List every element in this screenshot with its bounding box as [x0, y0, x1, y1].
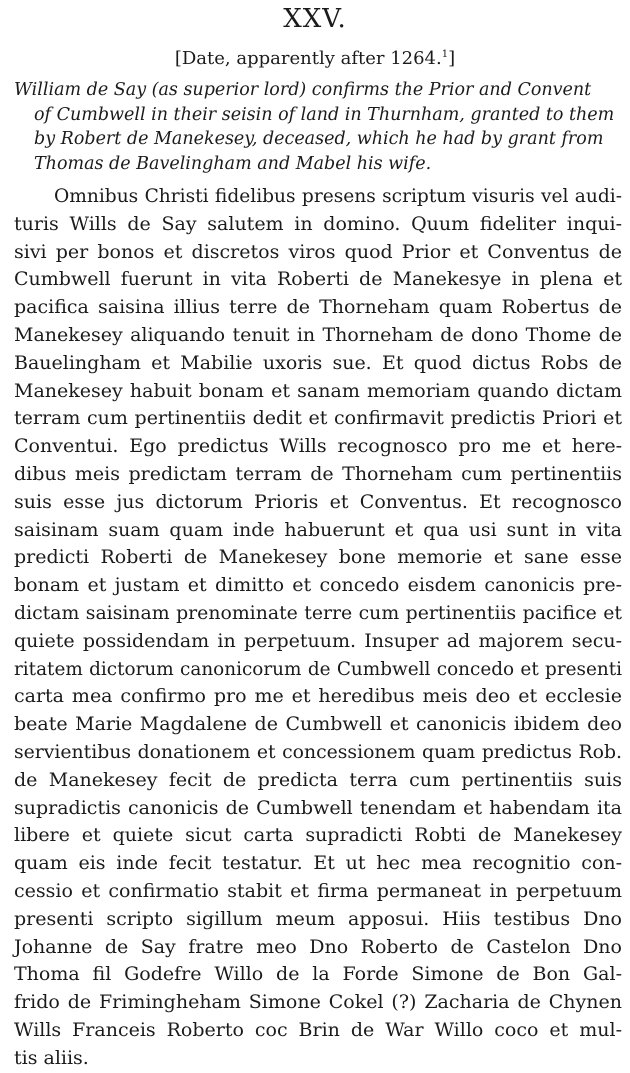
text-line: carta mea confirmo pro me et heredibus meis deo et ecclesie	[14, 685, 622, 708]
date-text: [Date, apparently after 1264.	[174, 48, 442, 69]
summary-line: William de Say (as superior lord) confirms the Prior and Convent	[14, 80, 592, 100]
text-line: de Manekesey fecit de predicta terra cum pertinentiis suis	[14, 768, 622, 791]
text-line: supradictis canonicis de Cumbwell tenendam et habendam ita	[14, 796, 622, 819]
text-line: pacifica saisina illius terre de Thorneham quam Robertus de	[14, 296, 622, 319]
text-line: beate Marie Magdalene de Cumbwell et canonicis ibidem deo	[14, 713, 622, 736]
text-line: Manekesey aliquando tenuit in Thorneham de dono Thome de	[14, 323, 622, 346]
summary-line: by Robert de Manekesey, deceased, which he had by grant from	[34, 129, 604, 149]
text-line: sivi per bonos et discretos viros quod Prior et Conventus de	[14, 240, 622, 263]
charter-summary	[14, 78, 618, 176]
text-line: Conventui. Ego predictus Wills recognosco pro me et here-	[14, 435, 622, 458]
text-line: suis esse jus dictorum Prioris et Conventus. Et recognosco	[14, 490, 622, 513]
text-line: Manekesey habuit bonam et sanam memoriam quando dictam	[14, 379, 622, 402]
charter-number: XXV.	[283, 4, 347, 34]
charter-text	[14, 183, 622, 1073]
text-line: Omnibus Christi fidelibus presens scriptum visuris vel audi-	[54, 186, 622, 207]
text-line: Johanne de Say fratre meo Dno Roberto de Castelon Dno	[14, 935, 622, 958]
text-line: dibus meis predictam terram de Thorneham cum pertinentiis	[14, 462, 622, 485]
text-line: cessio et confirmatio stabit et firma permaneat in perpetuum	[14, 879, 622, 902]
date-close-bracket: ]	[448, 48, 456, 69]
footnote-marker: 1	[441, 49, 449, 60]
text-line: quam eis inde fecit testatur. Et ut hec mea recognitio con-	[14, 852, 622, 875]
text-line: servientibus donationem et concessionem quam predictus Rob.	[14, 741, 622, 763]
text-line: terram cum pertinentiis dedit et confirmavit predictis Priori et	[14, 407, 622, 430]
text-line: frido de Friminghеham Simone Cokel (?) Zacharia de Chynen	[14, 991, 622, 1014]
text-line: predicti Roberti de Manekesey bone memorie et sane esse	[14, 546, 622, 569]
text-line: Cumbwell fuerunt in vita Roberti de Manekesye in plena et	[14, 268, 622, 291]
text-line: tis aliis.	[14, 1046, 89, 1069]
summary-line: of Cumbwell in their seisin of land in Thurnham, granted to them	[34, 104, 615, 125]
text-line: saisinam suam quam inde habuerunt et qua usi sunt in vita	[14, 518, 622, 541]
summary-line: Thomas de Bavelingham and Mabel his wife.	[34, 153, 432, 174]
text-line: Bauelingham et Mabilie uxoris sue. Et quod dictus Robs de	[14, 351, 622, 374]
text-line: dictam saisinam prenominate terre cum pertinentiis pacifice et	[14, 602, 622, 624]
text-line: Thoma fil Godefre Willo de la Forde Simone de Bon Gal-	[14, 963, 622, 986]
text-line: ritatem dictorum canonicorum de Cumbwell concedo et presenti	[14, 658, 622, 680]
text-line: presenti scripto sigillum meum apposui. Hiis testibus Dno	[14, 907, 622, 930]
date-note	[0, 44, 630, 70]
text-line: Wills Franceis Roberto coc Brin de War Willo coco et mul-	[14, 1018, 622, 1041]
text-line: libere et quiete sicut carta supradicti Robti de Manekesey	[14, 824, 622, 847]
text-line: bonam et justam et dimitto et concedo eisdem canonicis pre-	[14, 574, 622, 597]
text-line: quiete possidendam in perpetuum. Insuper ad majorem secu-	[14, 629, 622, 652]
text-line: turis Wills de Say salutem in domino. Quum fideliter inqui-	[14, 212, 622, 235]
